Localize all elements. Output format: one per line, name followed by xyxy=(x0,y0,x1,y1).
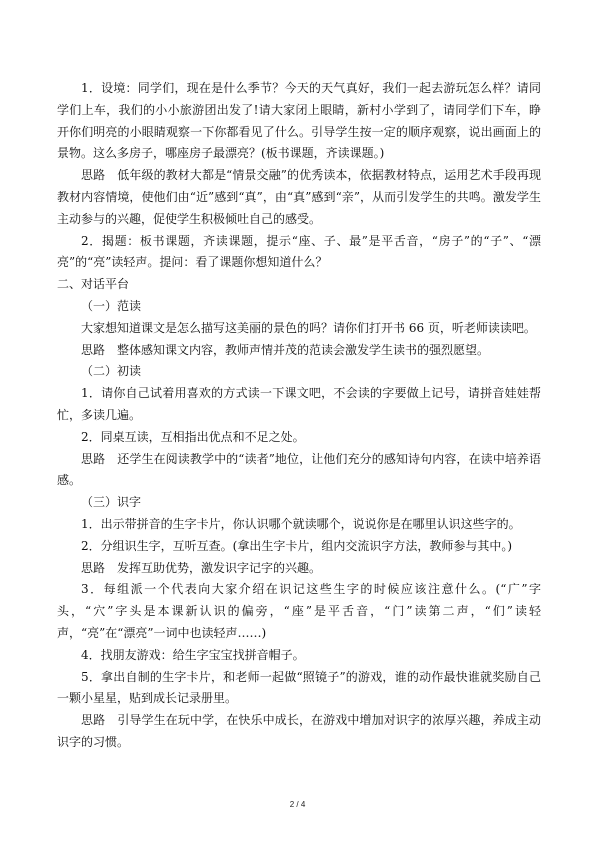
paragraph-idea-3: 思路 还学生在阅读教学中的“读者”地位，让他们充分的感知诗句内容，在读中培养语感。 xyxy=(57,451,541,488)
subheading-first-reading: （二）初读 xyxy=(81,364,142,379)
paragraph-idea-5: 思路 引导学生在玩中学，在快乐中成长，在游戏中增加对识字的浓厚兴趣，养成主动识字的习惯。 xyxy=(57,713,541,749)
section-heading-dialogue: 二、对话平台 xyxy=(57,277,130,292)
subheading-literacy: （三）识字 xyxy=(81,495,142,510)
paragraph-reveal-title: 2．揭题：板书课题，齐读课题，提示“座、子、最”是平舌音，“房子”的“子”、“漂亮”的“亮”读轻声。提问：看了课题你想知道什么？ xyxy=(57,233,541,270)
subheading-model-reading: （一）范读 xyxy=(81,298,142,313)
paragraph-idea-2: 思路 整体感知课文内容，教师声情并茂的范读会激发学生读书的强烈愿望。 xyxy=(81,342,490,357)
document-body xyxy=(57,78,541,754)
paragraph-idea-4: 思路 发挥互助优势，激发识字记字的兴趣。 xyxy=(81,560,322,575)
paragraph-model-reading: 大家想知道课文是怎么描写这美丽的景色的吗？请你们打开书 66 页，听老师读读吧。 xyxy=(81,320,536,335)
paragraph-literacy-1: 1．出示带拼音的生字卡片，你认识哪个就读哪个，说说你是在哪里认识这些字的。 xyxy=(81,516,521,531)
paragraph-literacy-2: 2．分组识生字，互听互查。(拿出生字卡片，组内交流识字方法，教师参与其中。) xyxy=(81,538,513,553)
paragraph-idea-1: 思路 低年级的教材大都是“情景交融”的优秀读本，依据教材特点，运用艺术手段再现教材内容情境，使他们由“近”感到“真”，由“真”感到“亲”，从而引发学生的共鸣。激发学生主动参与的兴趣，促使学生积极倾吐自己的感受。 xyxy=(57,168,541,226)
paragraph-literacy-5: 5．拿出自制的生字卡片，和老师一起做“照镜子”的游戏，谁的动作最快谁就奖励自己一颗小星星，贴到成长记录册里。 xyxy=(57,669,541,706)
paragraph-literacy-3: 3．每组派一个代表向大家介绍在识记这些生字的时候应该注意什么。(“广”字头，“穴”字头是本课新认识的偏旁，“座”是平舌音，“门”读第二声，“们”读轻声，“亮”在“漂亮”一词中也读轻声……) xyxy=(57,582,541,640)
paragraph-literacy-4: 4．找朋友游戏：给生字宝宝找拼音帽子。 xyxy=(81,647,305,662)
page-number: 2 / 4 xyxy=(289,800,306,809)
paragraph-situation: 1．设境：同学们，现在是什么季节？今天的天气真好，我们一起去游玩怎么样？请同学们上车，我们的小小旅游团出发了!请大家闭上眼睛，新村小学到了，请同学们下车，睁开你们明亮的小眼睛观察一下你都看见了什么。引导学生按一定的顺序观察，说出画面上的景物。这么多房子，哪座房子最漂亮？(板书课题，齐读课题。) xyxy=(57,81,541,161)
paragraph-first-reading-1: 1．请你自己试着用喜欢的方式读一下课文吧，不会读的字要做上记号，请拼音娃娃帮忙，多读几遍。 xyxy=(57,386,541,422)
paragraph-first-reading-2: 2．同桌互读，互相指出优点和不足之处。 xyxy=(81,429,305,444)
